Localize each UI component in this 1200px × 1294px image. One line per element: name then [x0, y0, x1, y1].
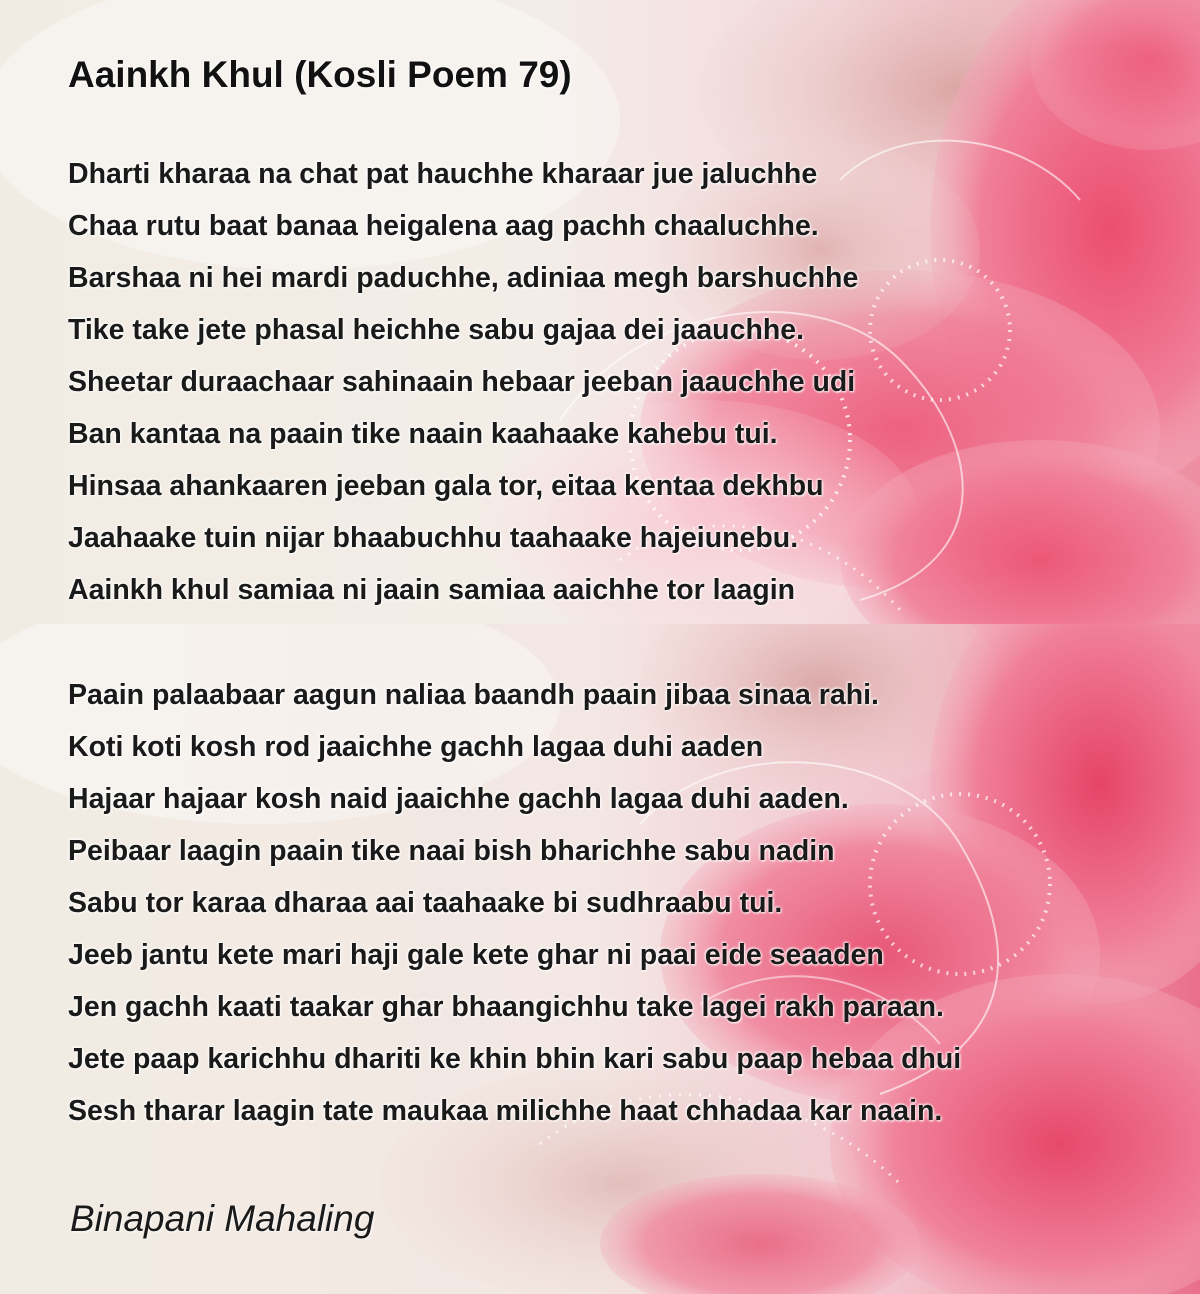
poem-line: Jeeb jantu kete mari haji gale kete ghar ni paai eide seaaden	[68, 939, 884, 971]
poem-line: Sesh tharar laagin tate maukaa milichhe haat chhadaa kar naain.	[68, 1095, 943, 1127]
poem-line: Tike take jete phasal heichhe sabu gajaa dei jaauchhe.	[68, 314, 805, 346]
poem-line: Sabu tor karaa dharaa aai taahaake bi sudhraabu tui.	[68, 887, 783, 919]
poem-line: Barshaa ni hei mardi paduchhe, adiniaa megh barshuchhe	[68, 262, 859, 294]
poem-line: Jen gachh kaati taakar ghar bhaangichhu take lagei rakh paraan.	[68, 991, 944, 1023]
poem-line: Koti koti kosh rod jaaichhe gachh lagaa duhi aaden	[68, 731, 764, 763]
poem-line: Paain palaabaar aagun naliaa baandh paain jibaa sinaa rahi.	[68, 679, 879, 711]
stanza-1	[68, 156, 858, 624]
poem-line: Sheetar duraachaar sahinaain hebaar jeeban jaauchhe udi	[68, 366, 856, 398]
poem-author: Binapani Mahaling	[70, 1198, 375, 1239]
poem-title: Aainkh Khul (Kosli Poem 79)	[68, 54, 572, 95]
poem-line: Hajaar hajaar kosh naid jaaichhe gachh lagaa duhi aaden.	[68, 783, 849, 815]
stanza-2	[68, 677, 961, 1145]
poem-line: Jete paap karichhu dhariti ke khin bhin kari sabu paap hebaa dhui	[68, 1043, 962, 1075]
poem-line: Hinsaa ahankaaren jeeban gala tor, eitaa kentaa dekhbu	[68, 470, 824, 502]
poem-line: Dharti kharaa na chat pat hauchhe kharaar jue jaluchhe	[68, 158, 818, 190]
poem-line: Jaahaake tuin nijar bhaabuchhu taahaake hajeiunebu.	[68, 522, 799, 554]
poem-line: Ban kantaa na paain tike naain kaahaake kahebu tui.	[68, 418, 778, 450]
poem-line: Aainkh khul samiaa ni jaain samiaa aaichhe tor laagin	[68, 574, 796, 606]
poem-line: Peibaar laagin paain tike naai bish bharichhe sabu nadin	[68, 835, 835, 867]
poem-line: Chaa rutu baat banaa heigalena aag pachh chaaluchhe.	[68, 210, 819, 242]
